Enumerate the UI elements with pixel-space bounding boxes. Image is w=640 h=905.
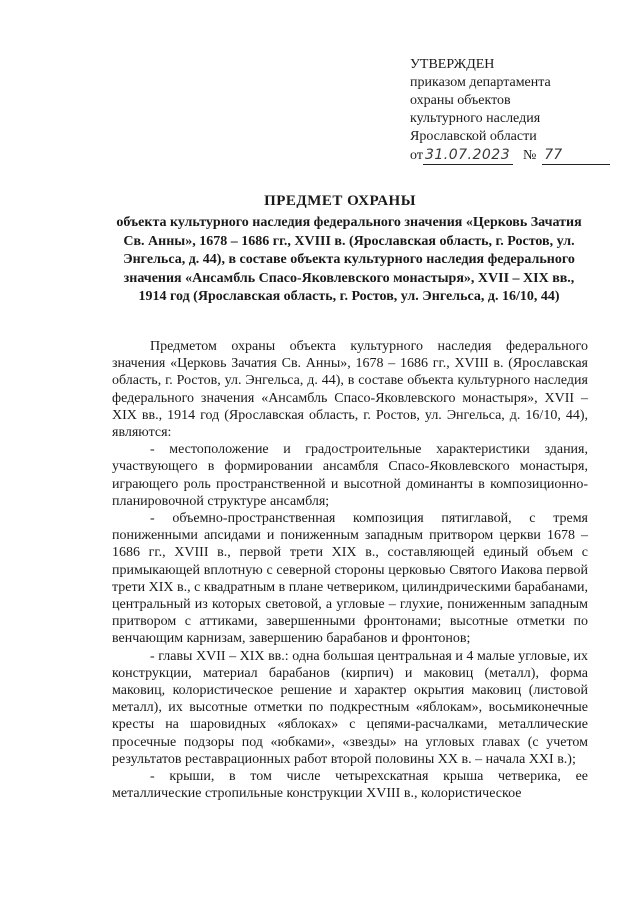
paragraph-location: - местоположение и градостроительные характеристики здания, участвующего в формировании ансамбля Спасо-Яковлевского монастыря, играющего роль пространственной и высотной доминанты в композиционно-планировочной структуре ансамбля; [112, 442, 588, 509]
approval-block [410, 56, 610, 165]
handwritten-number: 77 [542, 146, 610, 165]
approval-date-line [410, 146, 610, 165]
approval-line-1: приказом департамента [410, 75, 551, 90]
approval-line-3: культурного наследия [410, 111, 541, 126]
paragraph-intro: Предметом охраны объекта культурного наследия федерального значения «Церковь Зачатия Св. Анны», 1678 – 1686 гг., XVIII в. (Ярославская область, г. Ростов, ул. Энгельса, д. 44), в составе объекта культурного наследия федерального значения «Ансамбль Спасо-Яковлевского монастыря», XVII – XIX вв., 1914 год (Ярославская область, г. Ростов, ул. Энгельса, д. 16/10, 44), являются: [112, 339, 588, 441]
approval-line-2: охраны объектов [410, 93, 511, 108]
approval-heading: УТВЕРЖДЕН [410, 57, 495, 72]
from-label: от [410, 148, 423, 163]
document-body [112, 338, 588, 802]
number-label: № [522, 148, 537, 163]
approval-line-4: Ярославской области [410, 129, 537, 144]
paragraph-composition: - объемно-пространственная композиция пятиглавой, с тремя пониженными апсидами и пониженным западным притвором церкви 1678 – 1686 гг., XVIII в., первой трети XIX в., составляющей единый объем с примыкающей вплотную с северной стороны церковью Святого Иакова первой трети XIX в., с квадратным в плане четвериком, цилиндрическими барабанами, центральный из которых световой, а угловые – глухие, пониженным западным притвором с аттиками, завершенными фронтонами; высотные отметки по венчающим карнизам, завершению барабанов и фронтонов; [112, 511, 588, 647]
document-title: ПРЕДМЕТ ОХРАНЫ [264, 193, 416, 209]
handwritten-date: 31.07.2023 [423, 146, 513, 165]
document-subtitle: объекта культурного наследия федерального значения «Церковь Зачатия Св. Анны», 1678 – 1686 гг., XVIII в. (Ярославская область, г. Ростов, ул. Энгельса, д. 44), в составе объекта культурного наследия федерального значения «Ансамбль Спасо-Яковлевского монастыря», XVII – XIX вв., 1914 год (Ярославская область, г. Ростов, ул. Энгельса, д. 16/10, 44) [116, 215, 582, 305]
paragraph-roofs: - крыши, в том числе четырехскатная крыша четверика, ее металлические стропильные конструкции XVIII в., колористическое [112, 769, 588, 802]
paragraph-domes: - главы XVII – XIX вв.: одна большая центральная и 4 малые угловые, их конструкции, материал барабанов (кирпич) и маковиц (металл), форма маковиц, колористическое решение и характер окрытия маковиц (листовой металл), их высотные отметки по подкрестным «яблокам», восьмиконечные кресты на шаровидных «яблоках» с цепями-расчалками, металлические просечные подзоры под «юбками», «звезды» на угловых главах (с учетом результатов реставрационных работ второй половины XX в. – начала XXI в.); [112, 648, 588, 767]
